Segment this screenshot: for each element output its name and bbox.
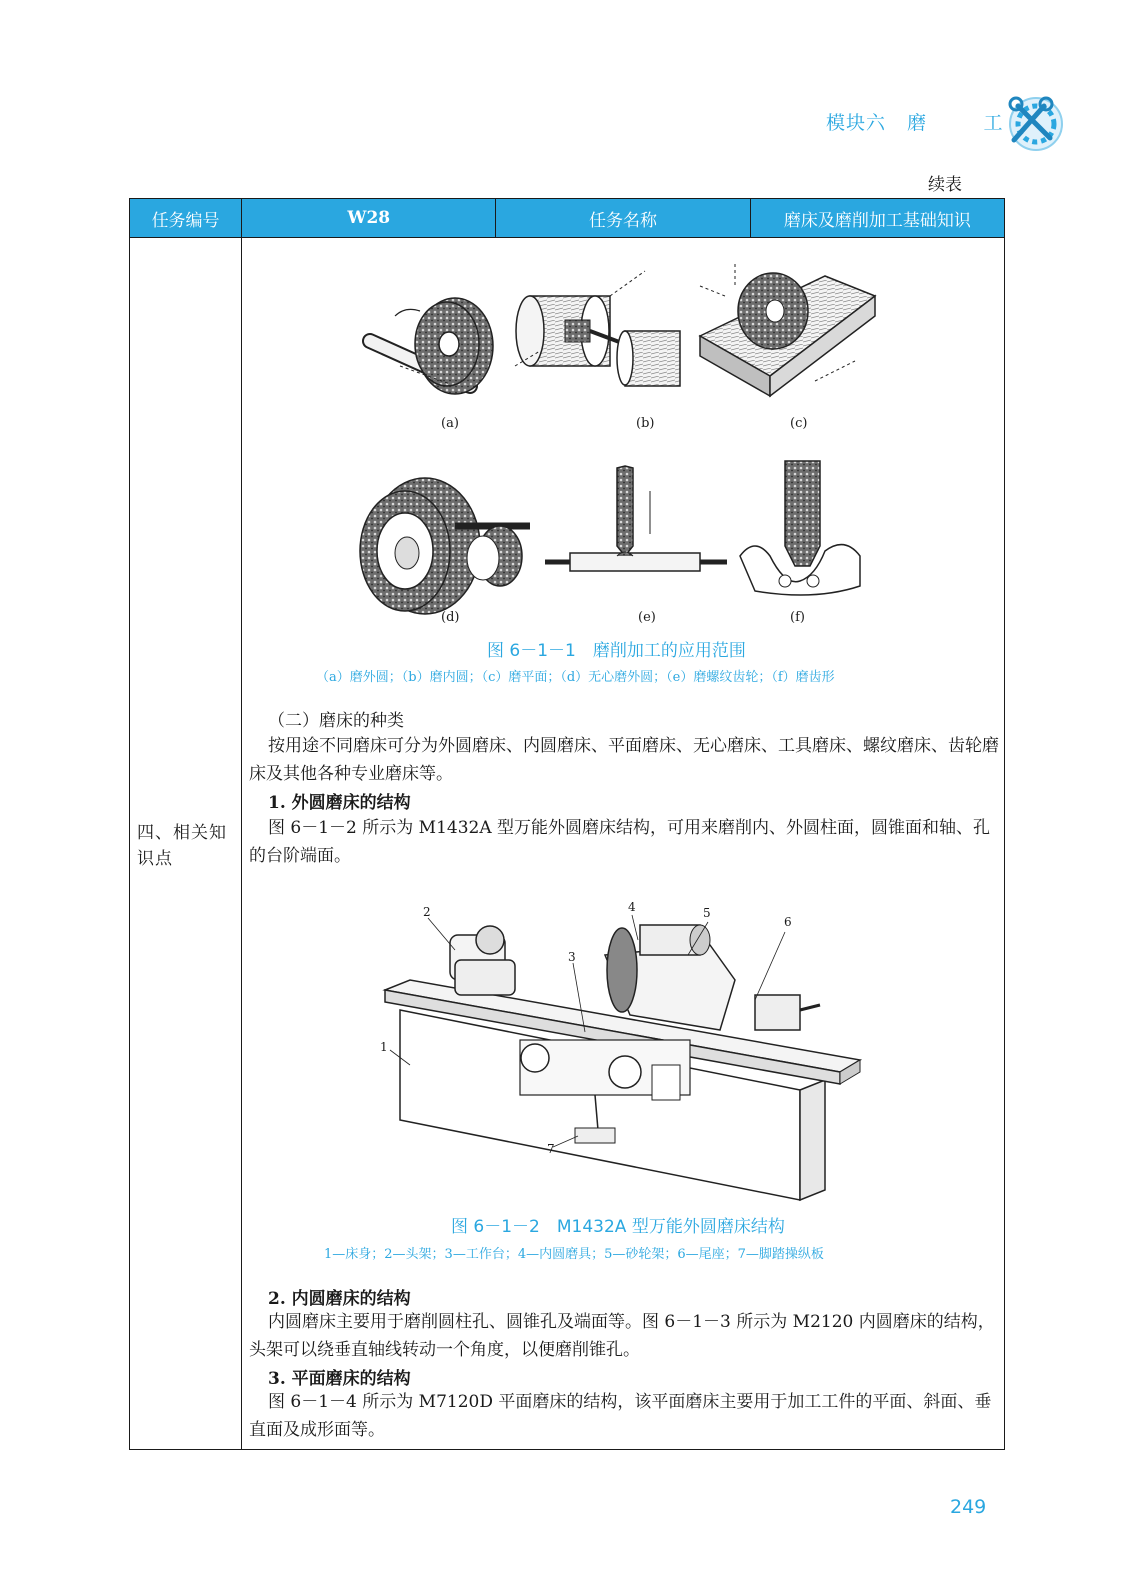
header-task-name-label: 任务名称 <box>496 199 750 238</box>
header-module: 模块六 <box>826 112 887 134</box>
figure1-label-b: (b) <box>636 416 655 431</box>
figure2-number-5: 5 <box>703 906 711 920</box>
figure1-label-d: (d) <box>441 610 460 625</box>
fig-d-centerless-grinding <box>360 478 530 614</box>
wrench-gear-icon <box>1004 92 1064 152</box>
figure2-title: 图 6－1－2 M1432A 型万能外圆磨床结构 <box>451 1217 785 1237</box>
figure-grinding-applications <box>355 256 895 620</box>
figure1-label-f: (f) <box>790 610 805 625</box>
section-heading-machine-types: （二）磨床的种类 <box>268 711 404 731</box>
paragraph-internal-grinder: 内圆磨床主要用于磨削圆柱孔、圆锥孔及端面等。图 6－1－3 所示为 M2120 内圆磨床的结构，头架可以绕垂直轴线转动一个角度，以便磨削锥孔。 <box>249 1312 995 1360</box>
header-task-number-value: W28 <box>242 199 496 238</box>
figure1-title: 图 6－1－1 磨削加工的应用范围 <box>487 641 746 661</box>
figure2-number-6: 6 <box>784 915 792 929</box>
paragraph-surface-grinder: 图 6－1－4 所示为 M7120D 平面磨床的结构，该平面磨床主要用于加工工件的平面、斜面、垂直面及成形面等。 <box>249 1392 992 1440</box>
figure-m1432a-grinder <box>370 900 870 1205</box>
page-number: 249 <box>950 1496 987 1518</box>
header-char2: 工 <box>983 112 1004 134</box>
figure2-number-3: 3 <box>568 950 576 964</box>
fig-b-internal-grinding <box>515 271 680 386</box>
figure2-number-1: 1 <box>380 1040 388 1054</box>
chapter-header <box>826 108 1004 135</box>
fig-e-thread-grinding <box>545 466 727 571</box>
subheading-external-grinder: 1. 外圆磨床的结构 <box>268 793 411 813</box>
subheading-internal-grinder: 2. 内圆磨床的结构 <box>268 1289 411 1309</box>
fig-c-surface-grinding <box>700 264 875 396</box>
row-label: 四、相关知识点 <box>137 823 227 869</box>
header-task-number-label: 任务编号 <box>130 199 242 238</box>
table-header-row <box>130 199 1005 238</box>
fig-f-gear-grinding <box>740 461 860 595</box>
subheading-surface-grinder: 3. 平面磨床的结构 <box>268 1369 411 1389</box>
figure1-label-e: (e) <box>638 610 656 625</box>
figure1-label-a: (a) <box>441 416 459 431</box>
figure2-number-2: 2 <box>423 905 431 919</box>
figure1-caption: （a）磨外圆；（b）磨内圆；（c）磨平面；（d）无心磨外圆；（e）磨螺纹齿轮；（f）磨齿形 <box>316 670 835 685</box>
figure2-number-4: 4 <box>628 900 636 914</box>
figure2-caption: 1—床身；2—头架；3—工作台；4—内圆磨具；5—砂轮架；6—尾座；7—脚踏操纵板 <box>324 1247 824 1262</box>
paragraph-machine-types: 按用途不同磨床可分为外圆磨床、内圆磨床、平面磨床、无心磨床、工具磨床、螺纹磨床、齿轮磨床及其他各种专业磨床等。 <box>249 736 999 784</box>
paragraph-external-grinder: 图 6－1－2 所示为 M1432A 型万能外圆磨床结构，可用来磨削内、外圆柱面，圆锥面和轴、孔的台阶端面。 <box>249 818 991 866</box>
figure2-number-7: 7 <box>547 1142 555 1156</box>
fig-a-external-grinding <box>370 298 493 394</box>
figure1-label-c: (c) <box>790 416 808 431</box>
header-task-name-value: 磨床及磨削加工基础知识 <box>750 199 1004 238</box>
continued-label: 续表 <box>928 175 962 195</box>
header-char1: 磨 <box>907 112 928 134</box>
